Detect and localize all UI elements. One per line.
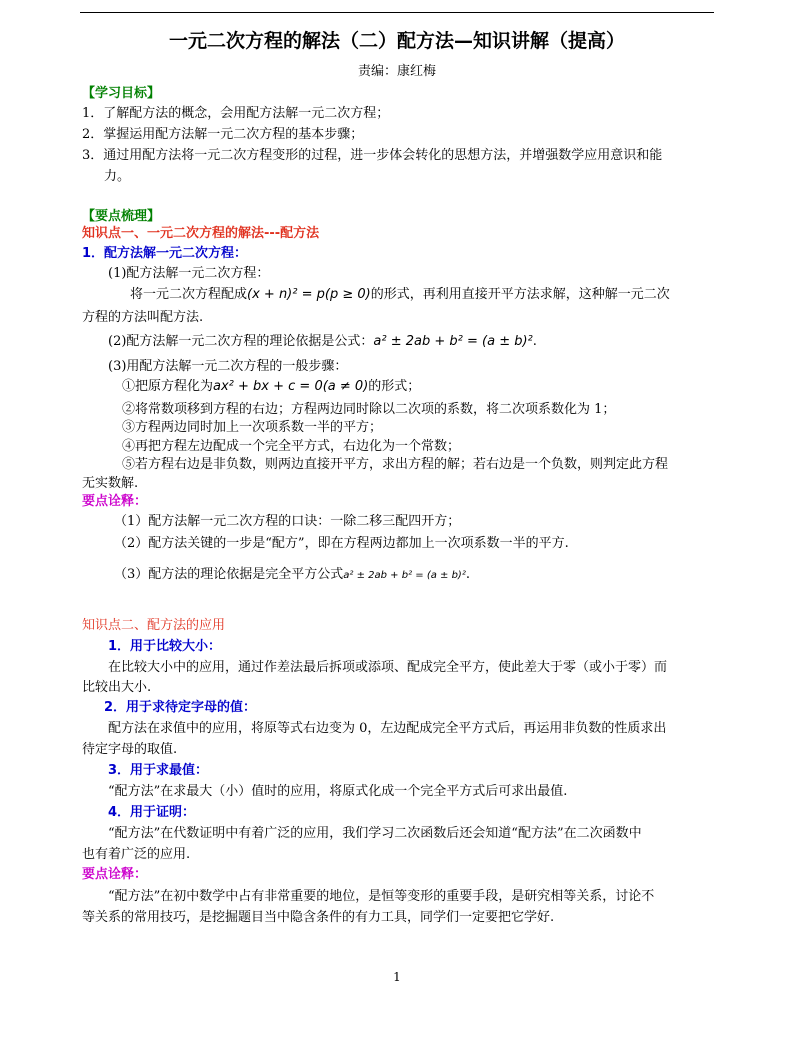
p2-pre: (2)配方法解一元二次方程的理论依据是公式：	[108, 334, 374, 349]
kp2-s3-title: 3．用于求最值：	[108, 763, 209, 778]
goal-item: 1．了解配方法的概念，会用配方法解一元二次方程；	[82, 106, 390, 121]
step-4: ④再把方程左边配成一个完全平方式，右边化为一个常数；	[122, 439, 461, 454]
goal-item: 3．通过用配方法将一元二次方程变形的过程，进一步体会转化的思想方法，并增强数学应用意识和能	[82, 148, 663, 163]
p1-line1-pre: 将一元二次方程配成	[130, 287, 248, 302]
note1-item	[114, 563, 470, 582]
note1-item: （1）配方法解一元二次方程的口诀：一除二移三配四开方；	[114, 514, 461, 529]
kp2-s4-text: “配方法”在代数证明中有着广泛的应用，我们学习二次函数后还会知道“配方法”在二次函数中	[108, 826, 642, 841]
kp2-s4-title: 4．用于证明：	[108, 805, 196, 820]
kp1-title: 知识点一、一元二次方程的解法---配方法	[82, 226, 320, 241]
p1-line1	[130, 283, 670, 302]
page-title: 一元二次方程的解法（二）配方法—知识讲解（提高）	[168, 30, 625, 52]
points-heading: 【要点梳理】	[82, 209, 161, 224]
kp2-s2-text: 待定字母的取值.	[82, 742, 178, 757]
kp2-s1-title: 1．用于比较大小：	[108, 639, 222, 654]
step-2: ②将常数项移到方程的右边；方程两边同时除以二次项的系数，将二次项系数化为 1；	[122, 402, 616, 417]
step-5a: ⑤若方程右边是非负数，则两边直接开平方，求出方程的解；若右边是一个负数，则判定此方程	[122, 457, 669, 472]
goal-item: 2．掌握运用配方法解一元二次方程的基本步骤；	[82, 127, 364, 142]
p2-post: .	[532, 334, 537, 349]
kp2-s4-text: 也有着广泛的应用.	[82, 847, 191, 862]
step-3: ③方程两边同时加上一次项系数一半的平方；	[122, 420, 383, 435]
p1-line2: 方程的方法叫配方法.	[82, 310, 204, 325]
step-5b: 无实数解.	[82, 476, 139, 491]
note1-item: （2）配方法关键的一步是“配方”，即在方程两边都加上一次项系数一半的平方.	[114, 536, 569, 551]
header-rule	[80, 12, 714, 13]
kp2-s3-text: “配方法”在求最大（小）值时的应用，将原式化成一个完全平方式后可求出最值.	[108, 784, 568, 799]
page-number: 1	[393, 970, 401, 984]
note2-text: “配方法”在初中数学中占有非常重要的地位，是恒等变形的重要手段，是研究相等关系，讨论不	[108, 889, 655, 904]
goals-heading: 【学习目标】	[82, 86, 161, 101]
goal-item: 力。	[104, 169, 131, 184]
p3-label: (3)用配方法解一元二次方程的一般步骤：	[108, 359, 348, 374]
note2-text: 等关系的常用技巧，是挖掘题目当中隐含条件的有力工具，同学们一定要把它学好.	[82, 910, 555, 925]
p1-label: (1)配方法解一元二次方程：	[108, 266, 270, 281]
note1-3-post: .	[465, 567, 470, 582]
kp2-s2-text: 配方法在求值中的应用，将原等式右边变为 0，左边配成完全平方式后，再运用非负数的性质求出	[108, 721, 667, 736]
kp2-title: 知识点二、配方法的应用	[82, 618, 226, 633]
step-1	[122, 375, 420, 394]
note1-3-formula: a² ± 2ab + b² = (a ± b)²	[343, 570, 466, 581]
note1-heading: 要点诠释：	[82, 494, 148, 509]
kp1-subtitle: 1．配方法解一元二次方程：	[82, 246, 248, 261]
p2-line	[108, 330, 537, 349]
note2-heading: 要点诠释：	[82, 867, 148, 882]
step1-post: 的形式；	[368, 379, 421, 394]
kp2-s1-text: 比较出大小.	[82, 680, 152, 695]
kp2-s1-text: 在比较大小中的应用，通过作差法最后拆项或添项、配成完全平方，使此差大于零（或小于零）而	[108, 660, 668, 675]
editor-line: 责编：康红梅	[357, 64, 436, 79]
p2-formula: a² ± 2ab + b² = (a ± b)²	[373, 334, 533, 349]
note1-3-pre: （3）配方法的理论依据是完全平方公式	[114, 567, 344, 582]
kp2-s2-title: 2．用于求待定字母的值：	[104, 700, 257, 715]
step1-pre: ①把原方程化为	[122, 379, 214, 394]
p1-line1-post: 的形式，再利用直接开平方法求解，这种解一元二次	[370, 287, 670, 302]
step1-formula: ax² + bx + c = 0(a ≠ 0)	[213, 379, 369, 394]
p1-formula: (x + n)² = p(p ≥ 0)	[247, 287, 371, 302]
